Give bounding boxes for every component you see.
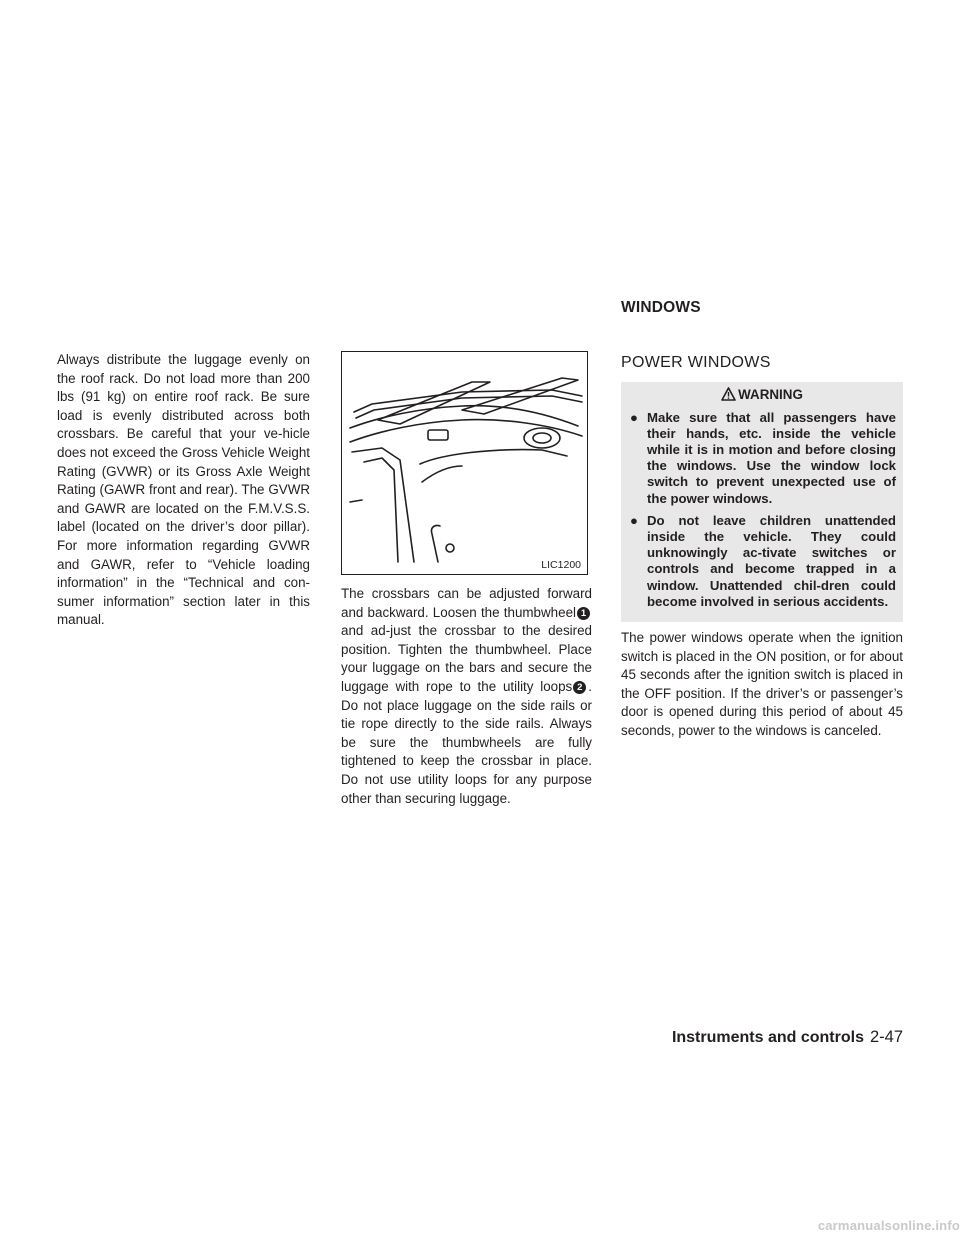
crossbar-text-part2: and ad-just the crossbar to the desired position. Tighten the thumbwheel. Place your luggage on the bars and secure the luggage with rope to the utility loops bbox=[341, 623, 592, 694]
roof-rack-figure bbox=[341, 351, 588, 575]
bullet-icon: ● bbox=[630, 512, 638, 528]
warning-item-text: Make sure that all passengers have their hands, etc. inside the vehicle while it is in motion and before closing the windows. Use the window lock switch to prevent unexpected use of the power windows. bbox=[647, 409, 896, 506]
power-windows-heading: POWER WINDOWS bbox=[621, 354, 771, 371]
warning-item bbox=[628, 513, 896, 610]
right-column bbox=[621, 351, 903, 745]
crossbar-text-part3: . Do not place luggage on the side rails or tie rope directly to the side rails. Always be sure the thumbwheels are fully tightened to keep the crossbar in place. Do not use utility loops for any purpose other than securing luggage. bbox=[341, 678, 592, 806]
warning-list bbox=[628, 410, 896, 610]
bullet-icon: ● bbox=[630, 409, 638, 425]
figure-code: LIC1200 bbox=[541, 559, 581, 571]
warning-title bbox=[628, 385, 896, 405]
power-windows-paragraph: The power windows operate when the ignition switch is placed in the ON position, or for about 45 seconds after the ignition switch is placed in the OFF position. If the driver’s or passenger’s door is opened during this period of about 45 seconds, power to the windows is canceled. bbox=[621, 630, 903, 738]
section-title: WINDOWS bbox=[621, 299, 701, 316]
warning-title-text: WARNING bbox=[738, 386, 803, 402]
callout-1-icon: 1 bbox=[577, 607, 590, 620]
crossbar-paragraph bbox=[341, 585, 592, 808]
warning-item bbox=[628, 410, 896, 507]
warning-triangle-icon bbox=[721, 387, 736, 401]
page-footer bbox=[0, 1028, 903, 1047]
warning-box bbox=[621, 382, 903, 622]
callout-2-icon: 2 bbox=[573, 681, 586, 694]
chapter-name: Instruments and controls bbox=[671, 1029, 864, 1046]
left-column bbox=[57, 351, 310, 634]
middle-column bbox=[341, 351, 592, 812]
warning-item-text: Do not leave children unattended inside the vehicle. They could unknowingly ac-tivate switches or controls and become trapped in a window. Unattended chil-dren could become involved in serious accidents. bbox=[647, 512, 896, 609]
crossbar-text-part1: The crossbars can be adjusted forward and backward. Loosen the thumbwheel bbox=[341, 586, 592, 620]
watermark: carmanualsonline.info bbox=[817, 1218, 960, 1233]
roof-rack-illustration bbox=[342, 352, 587, 574]
roof-rack-load-paragraph: Always distribute the luggage evenly on the roof rack. Do not load more than 200 lbs (91 kg) on entire roof rack. Be sure load is evenly distributed across both crossbars. Be careful that your ve-hicle does not exceed the Gross Vehicle Weight Rating (GVWR) or its Gross Axle Weight Rating (GAWR front and rear). The GVWR and GAWR are located on the F.M.V.S.S. label (located on the driver’s door pillar). For more information regarding GVWR and GAWR, refer to “Vehicle loading information” in the “Technical and con-sumer information” section later in this manual. bbox=[57, 352, 310, 628]
page-number: 2-47 bbox=[869, 1028, 903, 1046]
